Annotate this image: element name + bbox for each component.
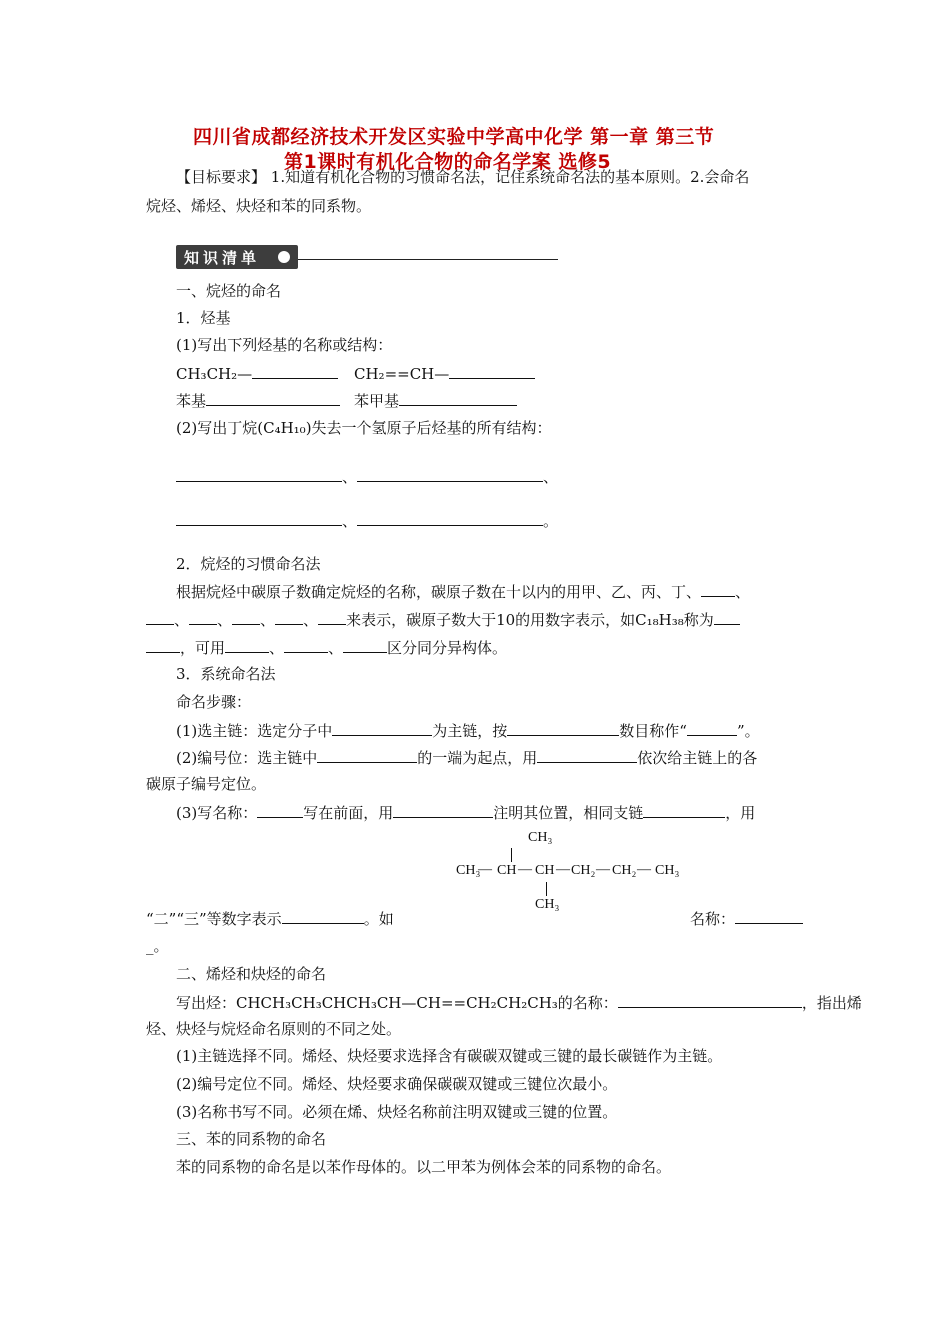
blank[interactable] — [275, 609, 303, 625]
rule-3: (3)名称书写不同。必须在烯、炔烃名称前注明双键或三键的位置。 — [176, 1103, 618, 1121]
blank[interactable] — [225, 637, 269, 653]
step-3 — [176, 802, 755, 823]
bullet-icon — [278, 251, 290, 263]
custom-naming-line-3: ，可用 、 、 区分同分异构体。 — [146, 637, 507, 658]
goal-line-1 — [176, 167, 749, 187]
alkene-question-tail: ，指出烯 — [801, 994, 862, 1012]
bond-vertical-top — [511, 848, 512, 862]
blank[interactable] — [714, 609, 740, 625]
step-3-text-d: ，用 — [725, 804, 756, 822]
alkene-question — [176, 992, 862, 1013]
phenyl-label: 苯基 — [176, 392, 207, 410]
banner-label: 知识清单 — [184, 249, 261, 267]
branch-top: CH₃ — [528, 830, 553, 845]
branch-bottom: CH₃ — [535, 897, 560, 912]
blank[interactable] — [317, 747, 417, 763]
custom-naming-text-3a: ，可用 — [180, 639, 226, 657]
step-1-text-d: ”。 — [736, 722, 760, 740]
vinyl-formula: CH₂==CH— — [354, 365, 450, 383]
rule-1: (1)主链选择不同。烯烃、炔烃要求选择含有碳碳双键或三键的最长碳链作为主链。 — [176, 1047, 723, 1065]
blank[interactable] — [332, 720, 432, 736]
bond-vertical-bottom — [546, 882, 547, 896]
name-label: 名称： — [690, 910, 736, 928]
step-3-text-a: (3)写名称： — [176, 804, 258, 822]
chain-atom: CH₃ — [456, 863, 481, 878]
blank[interactable] — [232, 609, 260, 625]
benzyl-row — [354, 390, 517, 411]
blank[interactable] — [189, 609, 217, 625]
phenyl-blank[interactable] — [206, 390, 340, 406]
step-2 — [176, 747, 757, 768]
title-line-2: 第1课时有机化合物的命名学案 选修5 — [284, 151, 612, 173]
butyl-blank-4[interactable] — [357, 510, 543, 526]
ethyl-row — [176, 363, 338, 384]
chain-atom: CH₂ — [571, 863, 596, 878]
step-1-text-b: 为主链，按 — [432, 722, 508, 740]
blank[interactable] — [643, 802, 725, 818]
step-2-text-b: 的一端为起点，用 — [417, 749, 538, 767]
phenyl-row — [176, 390, 340, 411]
step-3-text-e: “二”“三”等数字表示 — [146, 910, 282, 928]
step-1-text-a: (1)选主链：选定分子中 — [176, 722, 333, 740]
bond: — — [478, 862, 492, 877]
butyl-blank-2[interactable] — [357, 466, 543, 482]
title-line-1: 四川省成都经济技术开发区实验中学高中化学 第一章 第三节 — [193, 126, 715, 148]
section-1-heading: 一、烷烃的命名 — [176, 282, 282, 300]
steps-label: 命名步骤： — [176, 693, 252, 711]
rule-2: (2)编号定位不同。烯烃、炔烃要求确保碳碳双键或三键位次最小。 — [176, 1075, 618, 1093]
section-3-heading: 三、苯的同系物的命名 — [176, 1130, 327, 1148]
separator: 、 — [342, 468, 358, 486]
bond: — — [596, 862, 610, 877]
step-2-cont: 碳原子编号定位。 — [146, 775, 267, 793]
custom-naming-text-1: 根据烷烃中碳原子数确定烷烃的名称，碳原子数在十以内的用甲、乙、丙、丁、 — [176, 583, 702, 601]
step-3-text-f: 。如 — [363, 910, 394, 928]
knowledge-banner — [176, 245, 298, 269]
blank[interactable] — [282, 908, 364, 924]
butyl-blank-1[interactable] — [176, 466, 342, 482]
blank[interactable] — [393, 802, 493, 818]
blank[interactable] — [284, 637, 328, 653]
vinyl-blank[interactable] — [449, 363, 535, 379]
question-1: (1)写出下列烃基的名称或结构： — [176, 336, 393, 354]
chain-atom: CH — [535, 863, 555, 878]
name-blank[interactable] — [735, 908, 803, 924]
custom-naming-line-1: 根据烷烃中碳原子数确定烷烃的名称，碳原子数在十以内的用甲、乙、丙、丁、 、 — [176, 583, 751, 601]
benzene-text: 苯的同系物的命名是以苯作母体的。以二甲苯为例体会苯的同系物的命名。 — [176, 1158, 672, 1176]
step-1 — [176, 720, 760, 741]
name-answer — [690, 908, 803, 929]
butyl-row-1 — [176, 466, 558, 487]
step-2-text-a: (2)编号位：选主链中 — [176, 749, 318, 767]
custom-naming-text-3b: 区分同分异构体。 — [387, 639, 508, 657]
benzyl-label: 苯甲基 — [354, 392, 400, 410]
custom-naming-line-2: 、 、 、 、 来表示，碳原子数大于10的用数字表示，如C₁₈H₃₈称为 — [146, 609, 740, 630]
sub-heading-1: 1．烃基 — [176, 309, 231, 327]
blank[interactable] — [257, 802, 303, 818]
benzyl-blank[interactable] — [399, 390, 517, 406]
vinyl-row — [354, 363, 535, 384]
name-answer-end: _。 — [146, 937, 169, 955]
period: 。 — [543, 512, 559, 530]
blank[interactable] — [146, 609, 174, 625]
bond: — — [637, 862, 651, 877]
step-3-text-c: 注明其位置，相同支链 — [493, 804, 644, 822]
blank[interactable] — [701, 581, 735, 597]
step-3-text-b: 写在前面，用 — [303, 804, 394, 822]
chain-atom: CH — [497, 863, 517, 878]
separator: 、 — [342, 512, 358, 530]
step-1-text-c: 数目称作“ — [619, 722, 687, 740]
alkene-question-cont: 烃、炔烃与烷烃命名原则的不同之处。 — [146, 1020, 402, 1038]
banner-rule — [298, 259, 558, 260]
step-2-text-c: 依次给主链上的各 — [637, 749, 758, 767]
blank[interactable] — [537, 747, 637, 763]
blank[interactable] — [343, 637, 387, 653]
sub-heading-2: 2．烷烃的习惯命名法 — [176, 555, 321, 573]
chain-atom: CH₂ — [612, 863, 637, 878]
chain-atom: CH₃ — [655, 863, 680, 878]
sub-heading-3: 3．系统命名法 — [176, 665, 276, 683]
question-2: (2)写出丁烷(C₄H₁₀)失去一个氢原子后烃基的所有结构： — [176, 419, 552, 437]
butyl-blank-3[interactable] — [176, 510, 342, 526]
step-3-cont — [146, 908, 394, 929]
blank[interactable] — [687, 720, 737, 736]
custom-naming-text-2: 来表示，碳原子数大于10的用数字表示，如C₁₈H₃₈称为 — [346, 611, 714, 629]
bond: — — [556, 862, 570, 877]
bond: — — [518, 862, 532, 877]
goal-label: 【目标要求】 — [176, 168, 267, 186]
goal-text-1: 1.知道有机化合物的习惯命名法，记住系统命名法的基本原则。2.会命名 — [270, 168, 750, 186]
alkene-name-blank[interactable] — [618, 992, 802, 1008]
ethyl-formula: CH₃CH₂— — [176, 365, 253, 383]
blank[interactable] — [507, 720, 619, 736]
separator: 、 — [543, 468, 559, 486]
blank[interactable] — [318, 609, 346, 625]
blank[interactable] — [146, 637, 180, 653]
section-2-heading: 二、烯烃和炔烃的命名 — [176, 965, 327, 983]
goal-text-2: 烷烃、烯烃、炔烃和苯的同系物。 — [146, 197, 372, 215]
alkene-question-text: 写出烃：CHCH₃CH₃CHCH₃CH—CH==CH₂CH₂CH₃的名称： — [176, 994, 618, 1012]
butyl-row-2 — [176, 510, 558, 531]
ethyl-blank[interactable] — [252, 363, 338, 379]
